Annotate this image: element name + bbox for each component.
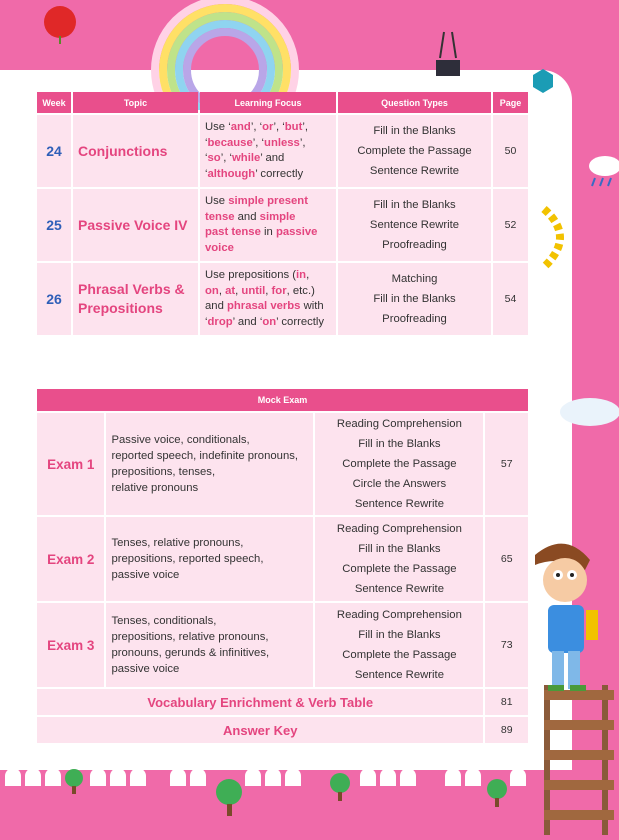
binder-clip-icon	[432, 28, 464, 80]
cloud-rain-icon	[585, 150, 619, 190]
exam-topics: Passive voice, conditionals, reported speech, indefinite pronouns, prepositions, tenses, relative pronouns	[106, 413, 313, 515]
question-types: Matching Fill in the Blanks Proofreading	[338, 263, 491, 335]
exam-page: 57	[485, 413, 528, 515]
table-row	[37, 603, 528, 687]
table-row	[37, 517, 528, 601]
header-page: Page	[493, 92, 528, 113]
table-row	[37, 717, 528, 743]
topic-title: Phrasal Verbs & Prepositions	[73, 263, 198, 335]
exam-page: 65	[485, 517, 528, 601]
exam-question-types: Reading Comprehension Fill in the Blanks Complete the Passage Circle the Answers Sentence Rewrite	[315, 413, 483, 515]
pink-ground	[0, 780, 619, 835]
exam-name: Exam 3	[37, 603, 104, 687]
question-types: Fill in the Blanks Sentence Rewrite Proofreading	[338, 189, 491, 261]
header-topic: Topic	[73, 92, 198, 113]
learning-focus: Use ‘and’, ‘or’, ‘but’, ‘because’, ‘unless’, ‘so’, ‘while’ and ‘although’ correctly	[200, 115, 336, 187]
question-types: Fill in the Blanks Complete the Passage Sentence Rewrite	[338, 115, 491, 187]
lesson-header-row	[37, 92, 528, 113]
exam-page: 73	[485, 603, 528, 687]
tree-icon	[327, 772, 353, 802]
boy-illustration	[530, 535, 619, 835]
header-focus: Learning Focus	[200, 92, 336, 113]
vocabulary-section: Vocabulary Enrichment & Verb Table	[37, 689, 483, 715]
cloud-icon	[548, 388, 619, 428]
page-number: 50	[493, 115, 528, 187]
tree-icon	[62, 768, 86, 796]
apple-icon	[40, 2, 80, 47]
vocabulary-page: 81	[485, 689, 528, 715]
table-row	[37, 189, 528, 261]
learning-focus: Use simple present tense and simple past tense in passive voice	[200, 189, 336, 261]
mock-exam-header: Mock Exam	[37, 389, 528, 411]
striped-tail-icon	[536, 205, 576, 270]
exam-question-types: Reading Comprehension Fill in the Blanks Complete the Passage Sentence Rewrite	[315, 603, 483, 687]
lesson-table	[35, 90, 530, 337]
table-row	[37, 413, 528, 515]
week-number: 26	[37, 263, 71, 335]
answer-key-page: 89	[485, 717, 528, 743]
topic-title: Conjunctions	[73, 115, 198, 187]
exam-topics: Tenses, relative pronouns, prepositions, reported speech, passive voice	[106, 517, 313, 601]
table-row	[37, 689, 528, 715]
exam-question-types: Reading Comprehension Fill in the Blanks Complete the Passage Sentence Rewrite	[315, 517, 483, 601]
page-number: 52	[493, 189, 528, 261]
learning-focus: Use prepositions (in, on, at, until, for, etc.) and phrasal verbs with ‘drop’ and ‘on’ correctly	[200, 263, 336, 335]
exam-topics: Tenses, conditionals, prepositions, relative pronouns, pronouns, gerunds & infinitives, passive voice	[106, 603, 313, 687]
exam-name: Exam 2	[37, 517, 104, 601]
header-week: Week	[37, 92, 71, 113]
mock-exam-table	[35, 387, 530, 745]
header-question-types: Question Types	[338, 92, 491, 113]
tree-icon	[212, 778, 246, 818]
page-number: 54	[493, 263, 528, 335]
answer-key-section: Answer Key	[37, 717, 483, 743]
exam-name: Exam 1	[37, 413, 104, 515]
tree-icon	[484, 778, 510, 808]
table-row	[37, 263, 528, 335]
table-row	[37, 115, 528, 187]
topic-title: Passive Voice IV	[73, 189, 198, 261]
gem-icon	[531, 68, 555, 94]
week-number: 25	[37, 189, 71, 261]
week-number: 24	[37, 115, 71, 187]
